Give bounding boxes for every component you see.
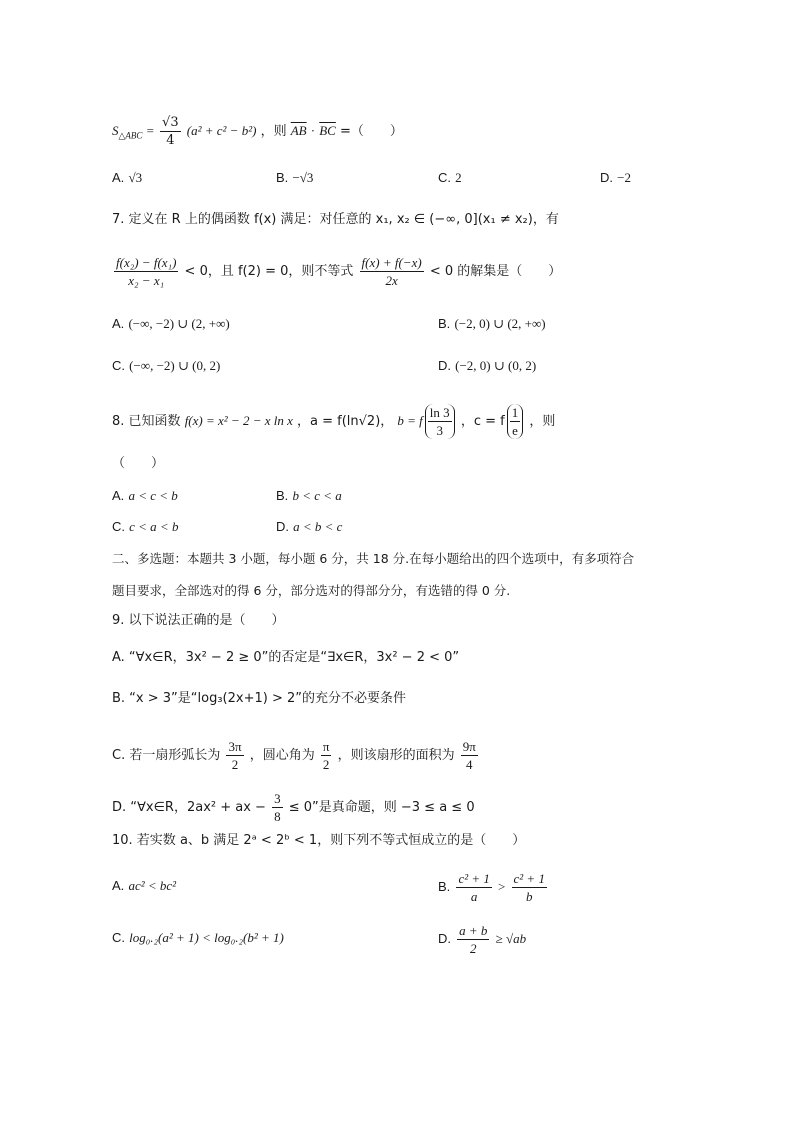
q10-option-c[interactable]: C. log₀.₂(a² + 1) < log₀.₂(b² + 1) — [112, 930, 284, 945]
vector-ab: $\overline{AB}$ — [290, 123, 307, 138]
central-angle-fraction: $\frac{\pi}{2}$ — [322, 739, 330, 772]
section2-instructions-line1: 二、多选题：本题共 3 小题，每小题 6 分，共 18 分.在每小题给出的四个选项中，有多项符合 — [112, 551, 635, 566]
q8-option-c[interactable]: C. c < a < b — [112, 519, 179, 534]
q8-option-a[interactable]: A. a < c < b — [112, 488, 178, 503]
one-over-e: $\frac{1}{e}$ — [507, 404, 524, 439]
q7-option-d[interactable]: D. (−2, 0) ∪ (0, 2) — [438, 358, 537, 373]
q6-option-a[interactable]: A. √3 — [112, 170, 143, 185]
q7-option-b[interactable]: B. (−2, 0) ∪ (2, +∞) — [438, 316, 546, 331]
ln3-over-3: $\frac{\ln 3}{3}$ — [425, 404, 455, 439]
vector-bc: $\overline{BC}$ — [319, 123, 336, 138]
q8-option-d[interactable]: D. a < b < c — [276, 519, 343, 534]
q7-inequality-fraction: $\frac{f(x) + f(-x)}{2x}$ — [361, 255, 422, 288]
q6-option-d[interactable]: D. −2 — [600, 170, 631, 185]
sector-area-fraction: $\frac{9\pi}{4}$ — [462, 739, 476, 772]
q8-option-b[interactable]: B. b < c < a — [276, 488, 342, 503]
q10-stem: 10. 若实数 a、b 满足 2ᵃ < 2ᵇ < 1，则下列不等式恒成立的是（ ） — [112, 833, 526, 848]
q7-option-c[interactable]: C. (−∞, −2) ∪ (0, 2) — [112, 358, 221, 373]
q6-option-c[interactable]: C. 2 — [438, 170, 462, 185]
q10-option-d[interactable]: D. $\frac{a + b}{2}$ ≥ √ab — [438, 923, 527, 956]
q7-condition-line: $\frac{\text{f(x₂) − f(x₁)}}{\text{x₂ − x₁}}$ < 0，且 f(2) = 0，则不等式 $\frac{f(x) + f(-x)}{2x}$ < 0 的解集是（ ） — [116, 255, 562, 288]
q9-option-b[interactable]: B. “x > 3”是“log₃(2x+1) > 2”的充分不必要条件 — [112, 691, 406, 706]
area-symbol: $S_{\triangle ABC}$ — [112, 123, 143, 141]
q7-stem: 7. 定义在 R 上的偶函数 f(x) 满足：对任意的 x₁, x₂ ∈ (−∞, 0](x₁ ≠ x₂)，有 — [112, 212, 559, 227]
q9-stem: 9. 以下说法正确的是（ ） — [112, 613, 285, 628]
q6-option-b[interactable]: B. −√3 — [276, 170, 314, 185]
sqrt3-over-4: $\frac{√3}{4}$ — [162, 115, 179, 148]
q9-option-c[interactable]: C. 若一扇形弧长为 $\frac{3\pi}{2}$ ，圆心角为 $\frac{\pi}{2}$ ，则该扇形的面积为 $\frac{9\pi}{4}$ — [112, 739, 476, 772]
section2-instructions-line2: 题目要求，全部选对的得 6 分，部分选对的得部分分，有选错的得 0 分. — [112, 583, 511, 598]
q10-option-a[interactable]: A. ac² < bc² — [112, 878, 177, 893]
q7-difference-quotient: $\frac{\text{f(x₂) − f(x₁)}}{\text{x₂ − x₁}}$ — [116, 255, 177, 288]
q6-condition-line: $S_{\triangle ABC}$ = $\frac{√3}{4}$ (a² + c² − b²) ，则 $\overline{AB} \cdot \overline{BC}$ =（ ） — [112, 115, 403, 148]
q9-option-a[interactable]: A. “∀x∈R，3x² − 2 ≥ 0”的否定是“∃x∈R，3x² − 2 < 0” — [112, 650, 460, 665]
q9-option-d[interactable]: D. “∀x∈R，2ax² + ax − $\frac{3}{8}$ ≤ 0”是真命题，则 −3 ≤ a ≤ 0 — [112, 791, 475, 824]
q8-answer-paren: （ ） — [112, 456, 165, 471]
q7-option-a[interactable]: A. (−∞, −2) ∪ (2, +∞) — [112, 316, 230, 331]
q8-stem: 8. 已知函数 f(x) = x² − 2 − x ln x ，a = f(ln√2)， b = f $\frac{\ln 3}{3}$ ，c = f $\frac{1}{e}$ ，则 — [112, 405, 556, 438]
q10-option-b[interactable]: B. $\frac{\text{c² + 1}}{a}$ > $\frac{\text{c² + 1}}{b}$ — [438, 871, 545, 904]
three-eighths-fraction: $\frac{3}{8}$ — [274, 791, 281, 824]
arc-length-fraction: $\frac{3\pi}{2}$ — [228, 739, 242, 772]
